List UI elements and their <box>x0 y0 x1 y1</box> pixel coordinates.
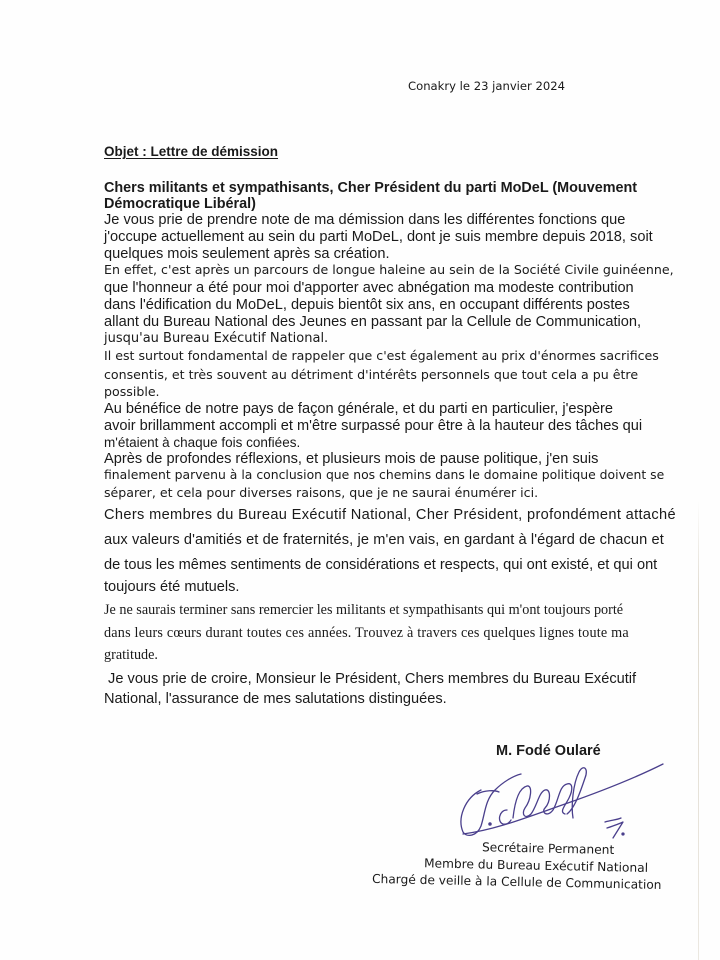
body-line: Au bénéfice de notre pays de façon générale, et du parti en particulier, j'espère <box>104 401 614 417</box>
closing-line: National, l'assurance de mes salutations distinguées. <box>104 691 447 707</box>
body-line: Je vous prie de prendre note de ma démission dans les différentes fonctions que <box>104 212 626 228</box>
body-line: dans l'édification du MoDeL, depuis bientôt six ans, en occupant différents postes <box>104 297 630 313</box>
body-line: quelques mois seulement après sa création. <box>104 246 390 262</box>
body-line: Je ne saurais terminer sans remercier les militants et sympathisants qui m'ont toujours porté <box>104 602 624 618</box>
body-line: possible. <box>104 384 160 399</box>
body-line: finalement parvenu à la conclusion que nos chemins dans le domaine politique doivent se <box>104 467 665 482</box>
closing-line: Je vous prie de croire, Monsieur le Président, Chers membres du Bureau Exécutif <box>104 671 637 687</box>
body-line: de tous les mêmes sentiments de considérations et respects, qui ont existé, et qui ont <box>104 557 658 573</box>
scan-edge-line <box>698 500 699 960</box>
signatory-title-1: Secrétaire Permanent <box>481 840 615 857</box>
body-line: jusqu'au Bureau Exécutif National. <box>104 331 329 346</box>
signatory-title-2: Membre du Bureau Exécutif National <box>423 856 649 875</box>
handwritten-signature <box>455 760 665 840</box>
body-line: m'étaient à chaque fois confiées. <box>104 435 301 450</box>
salutation-line-2: Démocratique Libéral) <box>104 196 256 212</box>
body-line: j'occupe actuellement au sein du parti MoDeL, dont je suis membre depuis 2018, soit <box>104 229 653 245</box>
body-line: avoir brillamment accompli et m'être surpassé pour être à la hauteur des tâches qui <box>104 418 643 434</box>
body-line: En effet, c'est après un parcours de longue haleine au sein de la Société Civile guinéenne, <box>104 262 674 277</box>
signatory-name: M. Fodé Oularé <box>496 743 601 759</box>
body-line: toujours été mutuels. <box>104 579 240 595</box>
body-line: consentis, et très souvent au détriment d'intérêts personnels que tout cela a pu être <box>104 367 639 382</box>
body-line: Il est surtout fondamental de rappeler que c'est également au prix d'énormes sacrifices <box>104 348 659 363</box>
body-line: que l'honneur a été pour moi d'apporter avec abnégation ma modeste contribution <box>104 280 634 296</box>
body-line: Après de profondes réflexions, et plusieurs mois de pause politique, j'en suis <box>104 451 599 467</box>
place-date: Conakry le 23 janvier 2024 <box>408 79 565 93</box>
body-line: gratitude. <box>104 647 158 663</box>
subject-line: Objet : Lettre de démission <box>104 144 279 159</box>
salutation-line-1: Chers militants et sympathisants, Cher Président du parti MoDeL (Mouvement <box>104 180 638 196</box>
body-line: aux valeurs d'amitiés et de fraternités, je m'en vais, en gardant à l'égard de chacun et <box>104 532 664 548</box>
body-line: séparer, et cela pour diverses raisons, que je ne saurai énumérer ici. <box>104 485 539 500</box>
signatory-title-3: Chargé de veille à la Cellule de Communication <box>371 871 662 892</box>
body-line: dans leurs cœurs durant toutes ces années. Trouvez à travers ces quelques lignes toute ma <box>104 625 629 641</box>
body-line: allant du Bureau National des Jeunes en passant par la Cellule de Communication, <box>104 314 642 330</box>
body-line: Chers membres du Bureau Exécutif National, Cher Président, profondément attaché <box>104 507 676 523</box>
